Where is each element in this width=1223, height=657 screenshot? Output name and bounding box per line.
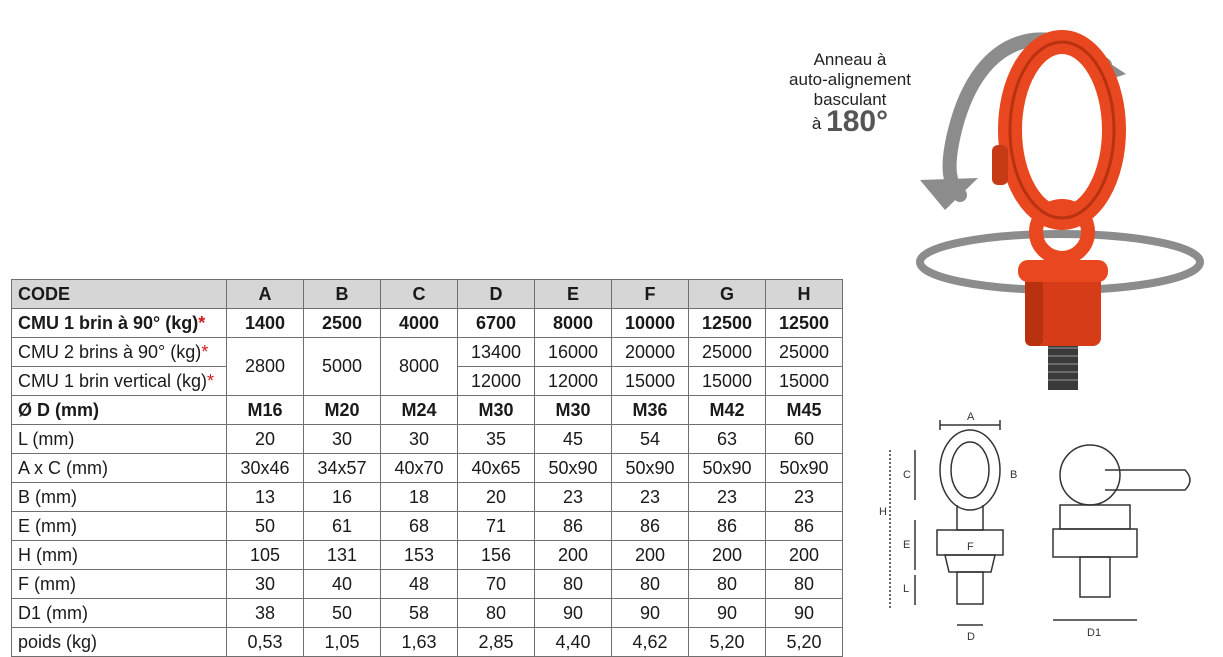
cell: 12000 — [458, 367, 535, 396]
cell: M30 — [535, 396, 612, 425]
row-label: F (mm) — [12, 570, 227, 599]
cell: 6700 — [458, 309, 535, 338]
caption-degrees: 180° — [826, 105, 889, 138]
cell: 156 — [458, 541, 535, 570]
cell: 50 — [227, 512, 304, 541]
table-row-b — [12, 483, 843, 512]
row-label: A x C (mm) — [12, 454, 227, 483]
header-col-d: D — [458, 280, 535, 309]
cell: M20 — [304, 396, 381, 425]
cell: 50x90 — [535, 454, 612, 483]
header-col-f: F — [612, 280, 689, 309]
header-col-b: B — [304, 280, 381, 309]
cell: 60 — [766, 425, 843, 454]
cell: 80 — [612, 570, 689, 599]
cell: 200 — [535, 541, 612, 570]
cell: M36 — [612, 396, 689, 425]
cell: 20 — [227, 425, 304, 454]
footnote-star: * — [198, 312, 206, 333]
merged-cell: 8000 — [381, 338, 458, 396]
cell: 25000 — [766, 338, 843, 367]
cell: 1,63 — [381, 628, 458, 657]
footnote-star: * — [207, 370, 215, 391]
table-row-weight — [12, 628, 843, 657]
cell: 86 — [535, 512, 612, 541]
merged-cell: 2800 — [227, 338, 304, 396]
row-label: B (mm) — [12, 483, 227, 512]
cell: 5,20 — [689, 628, 766, 657]
cell: 54 — [612, 425, 689, 454]
cell: 4,40 — [535, 628, 612, 657]
cell: 10000 — [612, 309, 689, 338]
cell: 61 — [304, 512, 381, 541]
dimension-diagram — [875, 400, 1220, 650]
cell: 50 — [304, 599, 381, 628]
cell: 80 — [535, 570, 612, 599]
cell: 16 — [304, 483, 381, 512]
header-col-h: H — [766, 280, 843, 309]
cell: 50x90 — [689, 454, 766, 483]
header-col-e: E — [535, 280, 612, 309]
cell: M24 — [381, 396, 458, 425]
cell: 50x90 — [612, 454, 689, 483]
cell: 15000 — [689, 367, 766, 396]
header-col-c: C — [381, 280, 458, 309]
cell: 12000 — [535, 367, 612, 396]
cell: 80 — [458, 599, 535, 628]
cell: 40 — [304, 570, 381, 599]
row-label: poids (kg) — [12, 628, 227, 657]
cell: 23 — [689, 483, 766, 512]
cell: 1,05 — [304, 628, 381, 657]
table-row-l — [12, 425, 843, 454]
cell: 13400 — [458, 338, 535, 367]
cell: 63 — [689, 425, 766, 454]
row-label: E (mm) — [12, 512, 227, 541]
cell: 16000 — [535, 338, 612, 367]
dim-label-a: A — [967, 411, 975, 423]
cell: 4,62 — [612, 628, 689, 657]
cell: 12500 — [689, 309, 766, 338]
swivel-eye-bolt-illustration — [900, 10, 1220, 400]
cell: 68 — [381, 512, 458, 541]
cell: 40x70 — [381, 454, 458, 483]
cell: 200 — [689, 541, 766, 570]
cell: 50x90 — [766, 454, 843, 483]
header-col-g: G — [689, 280, 766, 309]
cell: 86 — [689, 512, 766, 541]
cell: 80 — [766, 570, 843, 599]
table-row-f — [12, 570, 843, 599]
cell: 4000 — [381, 309, 458, 338]
footnote-star: * — [201, 341, 209, 362]
cell: 23 — [535, 483, 612, 512]
table-row-cmu-90-2 — [12, 338, 843, 367]
row-label: H (mm) — [12, 541, 227, 570]
cell: 71 — [458, 512, 535, 541]
row-label: Ø D (mm) — [12, 396, 227, 425]
dim-label-d1: D1 — [1087, 627, 1102, 639]
cell: 13 — [227, 483, 304, 512]
cell: 45 — [535, 425, 612, 454]
dim-label-f: F — [967, 541, 974, 553]
caption-degree-line — [760, 105, 940, 138]
row-label — [12, 338, 227, 367]
cell: 153 — [381, 541, 458, 570]
cell: 80 — [689, 570, 766, 599]
cell: 70 — [458, 570, 535, 599]
cell: 90 — [612, 599, 689, 628]
cell: 131 — [304, 541, 381, 570]
row-label-text: CMU 1 brin à 90° (kg) — [18, 312, 199, 333]
dim-label-l: L — [903, 583, 910, 595]
row-label — [12, 367, 227, 396]
merged-cell: 5000 — [304, 338, 381, 396]
cell: 90 — [535, 599, 612, 628]
cell: 40x65 — [458, 454, 535, 483]
cell: 1400 — [227, 309, 304, 338]
cell: 34x57 — [304, 454, 381, 483]
cell: 105 — [227, 541, 304, 570]
dim-label-c: C — [903, 469, 911, 481]
rotation-caption — [760, 50, 940, 138]
cell: 20000 — [612, 338, 689, 367]
cell: 15000 — [612, 367, 689, 396]
table-row-h — [12, 541, 843, 570]
dim-label-h: H — [879, 506, 887, 518]
cell: 12500 — [766, 309, 843, 338]
cell: 48 — [381, 570, 458, 599]
cell: M16 — [227, 396, 304, 425]
cell: 18 — [381, 483, 458, 512]
row-label: D1 (mm) — [12, 599, 227, 628]
cell: 30x46 — [227, 454, 304, 483]
table-row-e — [12, 512, 843, 541]
table-row-axc — [12, 454, 843, 483]
cell: 35 — [458, 425, 535, 454]
cell: M42 — [689, 396, 766, 425]
table-row-cmu-90-1 — [12, 309, 843, 338]
cell: 2500 — [304, 309, 381, 338]
cell: M30 — [458, 396, 535, 425]
cell: 58 — [381, 599, 458, 628]
caption-prefix: à — [811, 114, 822, 133]
cell: 15000 — [766, 367, 843, 396]
specification-table — [11, 279, 843, 657]
row-label — [12, 309, 227, 338]
table-header-row — [12, 280, 843, 309]
header-code: CODE — [12, 280, 227, 309]
cell: 23 — [766, 483, 843, 512]
cell: 0,53 — [227, 628, 304, 657]
dim-label-e: E — [903, 539, 911, 551]
table-row-d1 — [12, 599, 843, 628]
cell: 30 — [381, 425, 458, 454]
caption-line-3: basculant — [813, 90, 887, 109]
cell: 200 — [766, 541, 843, 570]
cell: 25000 — [689, 338, 766, 367]
row-label: L (mm) — [12, 425, 227, 454]
cell: 30 — [304, 425, 381, 454]
table-row-diameter — [12, 396, 843, 425]
header-col-a: A — [227, 280, 304, 309]
cell: 90 — [766, 599, 843, 628]
cell: 90 — [689, 599, 766, 628]
cell: 2,85 — [458, 628, 535, 657]
row-label-text: CMU 2 brins à 90° (kg) — [18, 341, 202, 362]
dim-label-d: D — [967, 631, 975, 643]
cell: 20 — [458, 483, 535, 512]
cell: 38 — [227, 599, 304, 628]
cell: 200 — [612, 541, 689, 570]
technical-drawing — [875, 400, 1220, 650]
cell: 86 — [766, 512, 843, 541]
cell: 5,20 — [766, 628, 843, 657]
cell: M45 — [766, 396, 843, 425]
caption-line-2: auto-alignement — [789, 70, 911, 89]
swivel-eye-bolt-image — [900, 10, 1220, 400]
caption-line-1: Anneau à — [813, 50, 887, 69]
cell: 8000 — [535, 309, 612, 338]
cell: 30 — [227, 570, 304, 599]
cell: 86 — [612, 512, 689, 541]
cell: 23 — [612, 483, 689, 512]
row-label-text: CMU 1 brin vertical (kg) — [18, 370, 208, 391]
dim-label-b: B — [1010, 469, 1018, 481]
